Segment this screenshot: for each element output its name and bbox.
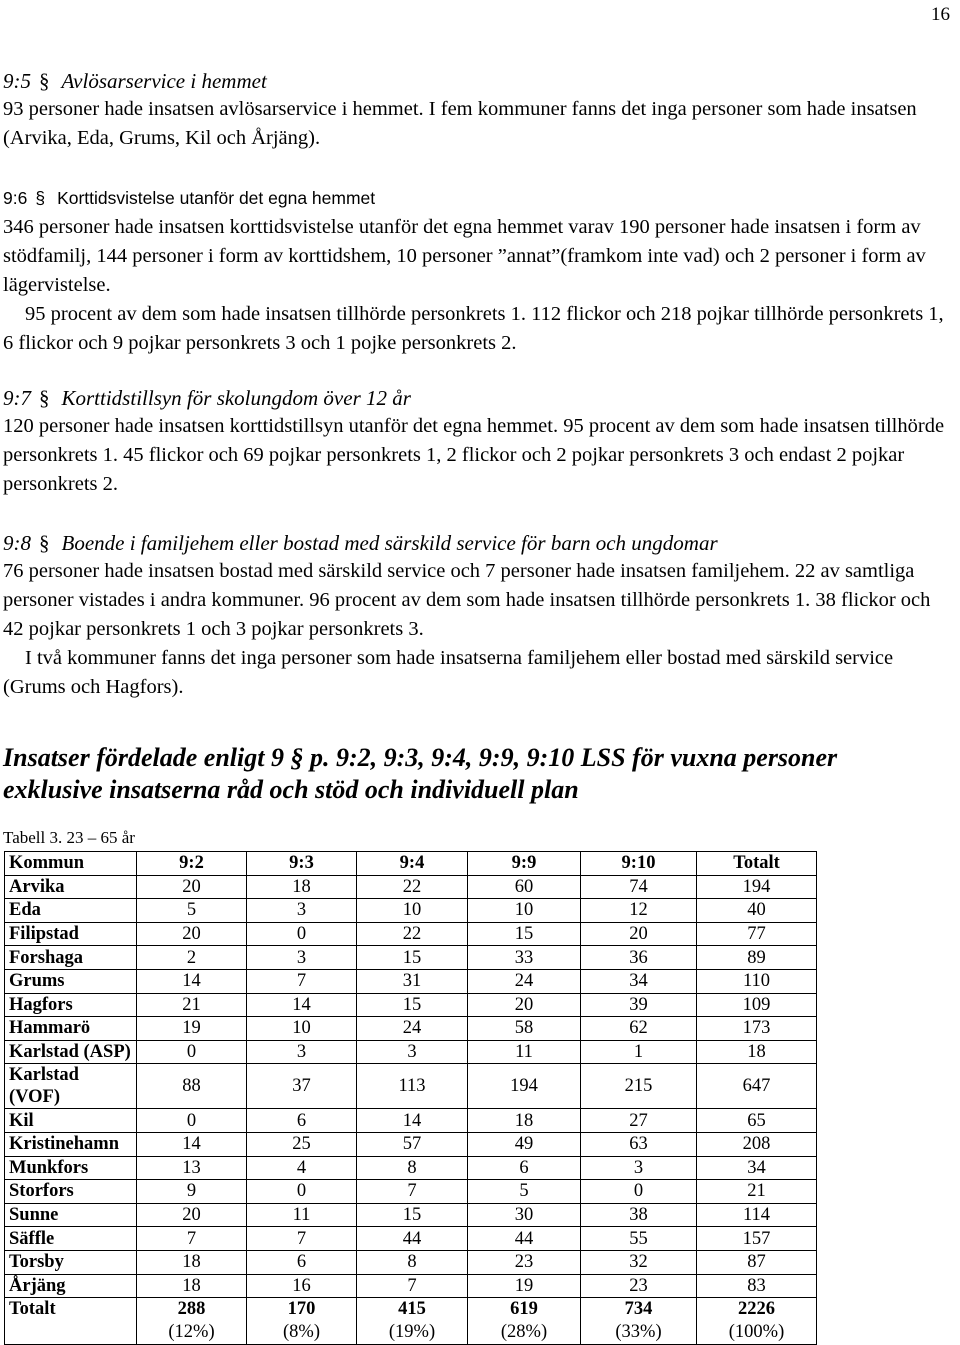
value-cell: 74 bbox=[581, 875, 697, 899]
total-percent: (8%) bbox=[283, 1322, 320, 1343]
section-heading bbox=[3, 529, 951, 557]
municipality-cell: Eda bbox=[5, 899, 137, 923]
value-cell: 15 bbox=[357, 946, 468, 970]
table-row bbox=[5, 1017, 817, 1041]
content bbox=[3, 67, 951, 702]
table-row bbox=[5, 1274, 817, 1298]
total-cell bbox=[357, 1298, 468, 1345]
table-row bbox=[5, 993, 817, 1017]
section-9-8 bbox=[3, 529, 951, 702]
value-cell: 10 bbox=[247, 1017, 357, 1041]
table-row bbox=[5, 899, 817, 923]
value-cell: 7 bbox=[357, 1180, 468, 1204]
spacer bbox=[3, 499, 951, 529]
total-value: 619 bbox=[510, 1299, 538, 1320]
table-row bbox=[5, 875, 817, 899]
value-cell: 20 bbox=[468, 993, 581, 1017]
municipality-cell: Karlstad (VOF) bbox=[5, 1064, 137, 1109]
value-cell: 18 bbox=[137, 1274, 247, 1298]
main-heading-line: exklusive insatserna råd och stöd och individuell plan bbox=[3, 775, 579, 804]
total-label: Totalt bbox=[5, 1298, 137, 1345]
value-cell: 0 bbox=[247, 1180, 357, 1204]
value-cell: 19 bbox=[137, 1017, 247, 1041]
paragraph-sign: § bbox=[39, 69, 50, 93]
total-percent: (100%) bbox=[728, 1322, 785, 1343]
table-header-row bbox=[5, 852, 817, 876]
total-cell bbox=[468, 1298, 581, 1345]
table-row bbox=[5, 1132, 817, 1156]
value-cell: 14 bbox=[137, 969, 247, 993]
value-cell: 22 bbox=[357, 875, 468, 899]
value-cell: 215 bbox=[581, 1064, 697, 1109]
section-number: 9:6 bbox=[3, 188, 28, 208]
column-header: 9:2 bbox=[137, 852, 247, 876]
section-text: 346 personer hade insatsen korttidsvistelse utanför det egna hemmet varav 190 personer hade insatsen i form av stödfamilj, 144 personer i form av korttidshem, 10 personer ”annat”(framkom inte vad) och 2 personer i form av lägervistelse. bbox=[3, 216, 926, 296]
value-cell: 11 bbox=[468, 1040, 581, 1064]
table-row bbox=[5, 1156, 817, 1180]
table-row bbox=[5, 1040, 817, 1064]
section-text: 93 personer hade insatsen avlösarservice i hemmet. I fem kommuner fanns det inga personer som hade insatsen (Arvika, Eda, Grums, Kil och Årjäng). bbox=[3, 98, 917, 149]
section-heading bbox=[3, 183, 951, 213]
main-heading-line: Insatser fördelade enligt 9 § p. 9:2, 9:3, 9:4, 9:9, 9:10 LSS för vuxna personer bbox=[3, 743, 838, 772]
section-9-7 bbox=[3, 384, 951, 499]
value-cell: 44 bbox=[468, 1227, 581, 1251]
value-cell: 39 bbox=[581, 993, 697, 1017]
value-cell: 109 bbox=[697, 993, 817, 1017]
municipality-cell: Arvika bbox=[5, 875, 137, 899]
value-cell: 63 bbox=[581, 1132, 697, 1156]
value-cell: 44 bbox=[357, 1227, 468, 1251]
total-value: 2226 bbox=[738, 1299, 775, 1320]
section-text: 120 personer hade insatsen korttidstillsyn utanför det egna hemmet. 95 procent av dem som hade insatsen tillhörde personkrets 1. 45 flickor och 69 pojkar personkrets 1, 2 flickor och 2 pojkar personkrets 3 och endast 2 pojkar personkrets 2. bbox=[3, 415, 945, 495]
value-cell: 0 bbox=[137, 1040, 247, 1064]
value-cell: 15 bbox=[357, 1203, 468, 1227]
value-cell: 23 bbox=[581, 1274, 697, 1298]
value-cell: 0 bbox=[581, 1180, 697, 1204]
value-cell: 4 bbox=[247, 1156, 357, 1180]
value-cell: 58 bbox=[468, 1017, 581, 1041]
paragraph-sign: § bbox=[39, 531, 50, 555]
value-cell: 24 bbox=[357, 1017, 468, 1041]
municipality-cell: Hammarö bbox=[5, 1017, 137, 1041]
municipality-cell: Årjäng bbox=[5, 1274, 137, 1298]
value-cell: 647 bbox=[697, 1064, 817, 1109]
value-cell: 20 bbox=[581, 922, 697, 946]
value-cell: 34 bbox=[581, 969, 697, 993]
value-cell: 18 bbox=[137, 1250, 247, 1274]
municipality-cell: Karlstad (ASP) bbox=[5, 1040, 137, 1064]
value-cell: 21 bbox=[137, 993, 247, 1017]
column-header: Totalt bbox=[697, 852, 817, 876]
value-cell: 5 bbox=[468, 1180, 581, 1204]
municipality-cell: Kristinehamn bbox=[5, 1132, 137, 1156]
value-cell: 7 bbox=[247, 1227, 357, 1251]
total-cell bbox=[581, 1298, 697, 1345]
value-cell: 20 bbox=[137, 922, 247, 946]
value-cell: 3 bbox=[247, 899, 357, 923]
table-row bbox=[5, 1203, 817, 1227]
total-percent: (19%) bbox=[388, 1322, 436, 1343]
table-row bbox=[5, 922, 817, 946]
total-cell bbox=[697, 1298, 817, 1345]
municipality-cell: Munkfors bbox=[5, 1156, 137, 1180]
total-cell bbox=[137, 1298, 247, 1345]
section-title: Korttidsvistelse utanför det egna hemmet bbox=[57, 188, 376, 208]
value-cell: 0 bbox=[137, 1109, 247, 1133]
value-cell: 57 bbox=[357, 1132, 468, 1156]
value-cell: 0 bbox=[247, 922, 357, 946]
page-number: 16 bbox=[931, 4, 950, 25]
total-cell bbox=[247, 1298, 357, 1345]
value-cell: 5 bbox=[137, 899, 247, 923]
column-header: 9:3 bbox=[247, 852, 357, 876]
value-cell: 83 bbox=[697, 1274, 817, 1298]
municipality-cell: Kil bbox=[5, 1109, 137, 1133]
section-heading bbox=[3, 67, 951, 95]
value-cell: 34 bbox=[697, 1156, 817, 1180]
total-value: 734 bbox=[624, 1299, 653, 1320]
value-cell: 194 bbox=[468, 1064, 581, 1109]
value-cell: 3 bbox=[247, 946, 357, 970]
value-cell: 19 bbox=[468, 1274, 581, 1298]
value-cell: 62 bbox=[581, 1017, 697, 1041]
section-text: 76 personer hade insatsen bostad med särskild service och 7 personer hade insatsen familjehem. 22 av samtliga personer vistades i andra kommuner. 96 procent av dem som hade insatsen tillhörde personkrets 1. 38 flickor och 42 pojkar personkrets 1 och 3 pojkar personkrets 3. bbox=[3, 560, 931, 640]
value-cell: 89 bbox=[697, 946, 817, 970]
value-cell: 157 bbox=[697, 1227, 817, 1251]
value-cell: 7 bbox=[137, 1227, 247, 1251]
value-cell: 15 bbox=[357, 993, 468, 1017]
value-cell: 88 bbox=[137, 1064, 247, 1109]
table-row bbox=[5, 1227, 817, 1251]
value-cell: 87 bbox=[697, 1250, 817, 1274]
section-9-6 bbox=[3, 183, 951, 358]
main-heading bbox=[3, 742, 951, 806]
value-cell: 14 bbox=[357, 1109, 468, 1133]
section-title: Boende i familjehem eller bostad med särskild service för barn och ungdomar bbox=[61, 531, 718, 555]
value-cell: 113 bbox=[357, 1064, 468, 1109]
column-header: 9:10 bbox=[581, 852, 697, 876]
value-cell: 37 bbox=[247, 1064, 357, 1109]
value-cell: 20 bbox=[137, 1203, 247, 1227]
value-cell: 18 bbox=[247, 875, 357, 899]
municipality-cell: Grums bbox=[5, 969, 137, 993]
value-cell: 194 bbox=[697, 875, 817, 899]
value-cell: 38 bbox=[581, 1203, 697, 1227]
value-cell: 6 bbox=[247, 1109, 357, 1133]
table-row bbox=[5, 1064, 817, 1109]
value-cell: 15 bbox=[468, 922, 581, 946]
value-cell: 12 bbox=[581, 899, 697, 923]
value-cell: 21 bbox=[697, 1180, 817, 1204]
value-cell: 55 bbox=[581, 1227, 697, 1251]
value-cell: 110 bbox=[697, 969, 817, 993]
value-cell: 16 bbox=[247, 1274, 357, 1298]
value-cell: 49 bbox=[468, 1132, 581, 1156]
value-cell: 208 bbox=[697, 1132, 817, 1156]
value-cell: 7 bbox=[247, 969, 357, 993]
value-cell: 40 bbox=[697, 899, 817, 923]
value-cell: 11 bbox=[247, 1203, 357, 1227]
value-cell: 24 bbox=[468, 969, 581, 993]
total-value: 415 bbox=[398, 1299, 426, 1320]
municipality-cell: Sunne bbox=[5, 1203, 137, 1227]
value-cell: 31 bbox=[357, 969, 468, 993]
value-cell: 2 bbox=[137, 946, 247, 970]
value-cell: 36 bbox=[581, 946, 697, 970]
municipality-cell: Forshaga bbox=[5, 946, 137, 970]
table-caption: Tabell 3. 23 – 65 år bbox=[3, 828, 135, 847]
value-cell: 25 bbox=[247, 1132, 357, 1156]
value-cell: 3 bbox=[357, 1040, 468, 1064]
value-cell: 22 bbox=[357, 922, 468, 946]
municipality-cell: Säffle bbox=[5, 1227, 137, 1251]
table-row bbox=[5, 946, 817, 970]
value-cell: 33 bbox=[468, 946, 581, 970]
value-cell: 20 bbox=[137, 875, 247, 899]
section-text: I två kommuner fanns det inga personer som hade insatserna familjehem eller bostad med särskild service (Grums och Hagfors). bbox=[3, 647, 894, 698]
value-cell: 14 bbox=[247, 993, 357, 1017]
section-number: 9:7 bbox=[3, 386, 31, 410]
value-cell: 32 bbox=[581, 1250, 697, 1274]
column-header: Kommun bbox=[5, 852, 137, 876]
table-row bbox=[5, 1180, 817, 1204]
total-percent: (12%) bbox=[168, 1322, 215, 1343]
value-cell: 3 bbox=[581, 1156, 697, 1180]
paragraph-sign: § bbox=[39, 386, 50, 410]
value-cell: 3 bbox=[247, 1040, 357, 1064]
value-cell: 14 bbox=[137, 1132, 247, 1156]
section-heading bbox=[3, 384, 951, 412]
value-cell: 1 bbox=[581, 1040, 697, 1064]
paragraph-sign: § bbox=[35, 188, 46, 208]
table-row bbox=[5, 969, 817, 993]
municipality-cell: Storfors bbox=[5, 1180, 137, 1204]
value-cell: 8 bbox=[357, 1250, 468, 1274]
value-cell: 10 bbox=[468, 899, 581, 923]
municipality-cell: Hagfors bbox=[5, 993, 137, 1017]
table-row bbox=[5, 1109, 817, 1133]
value-cell: 8 bbox=[357, 1156, 468, 1180]
section-number: 9:5 bbox=[3, 69, 31, 93]
column-header: 9:9 bbox=[468, 852, 581, 876]
value-cell: 6 bbox=[468, 1156, 581, 1180]
value-cell: 23 bbox=[468, 1250, 581, 1274]
section-title: Korttidstillsyn för skolungdom över 12 år bbox=[61, 386, 411, 410]
total-value: 170 bbox=[287, 1299, 316, 1320]
section-number: 9:8 bbox=[3, 531, 31, 555]
total-value: 288 bbox=[177, 1299, 206, 1320]
section-9-5 bbox=[3, 67, 951, 153]
municipality-cell: Torsby bbox=[5, 1250, 137, 1274]
value-cell: 10 bbox=[357, 899, 468, 923]
municipality-cell: Filipstad bbox=[5, 922, 137, 946]
total-row bbox=[5, 1298, 817, 1345]
section-title: Avlösarservice i hemmet bbox=[61, 69, 267, 93]
value-cell: 7 bbox=[357, 1274, 468, 1298]
spacer bbox=[3, 153, 951, 183]
value-cell: 13 bbox=[137, 1156, 247, 1180]
column-header: 9:4 bbox=[357, 852, 468, 876]
total-percent: (28%) bbox=[500, 1322, 548, 1343]
value-cell: 18 bbox=[697, 1040, 817, 1064]
table-row bbox=[5, 1250, 817, 1274]
value-cell: 114 bbox=[697, 1203, 817, 1227]
value-cell: 27 bbox=[581, 1109, 697, 1133]
value-cell: 18 bbox=[468, 1109, 581, 1133]
value-cell: 77 bbox=[697, 922, 817, 946]
data-table bbox=[4, 851, 817, 1345]
value-cell: 9 bbox=[137, 1180, 247, 1204]
value-cell: 173 bbox=[697, 1017, 817, 1041]
spacer bbox=[3, 358, 951, 384]
value-cell: 6 bbox=[247, 1250, 357, 1274]
section-text: 95 procent av dem som hade insatsen tillhörde personkrets 1. 112 flickor och 218 pojkar tillhörde personkrets 1, 6 flickor och 9 pojkar personkrets 3 och 1 pojke personkrets 2. bbox=[3, 303, 944, 354]
value-cell: 65 bbox=[697, 1109, 817, 1133]
value-cell: 60 bbox=[468, 875, 581, 899]
total-percent: (33%) bbox=[615, 1322, 662, 1343]
value-cell: 30 bbox=[468, 1203, 581, 1227]
